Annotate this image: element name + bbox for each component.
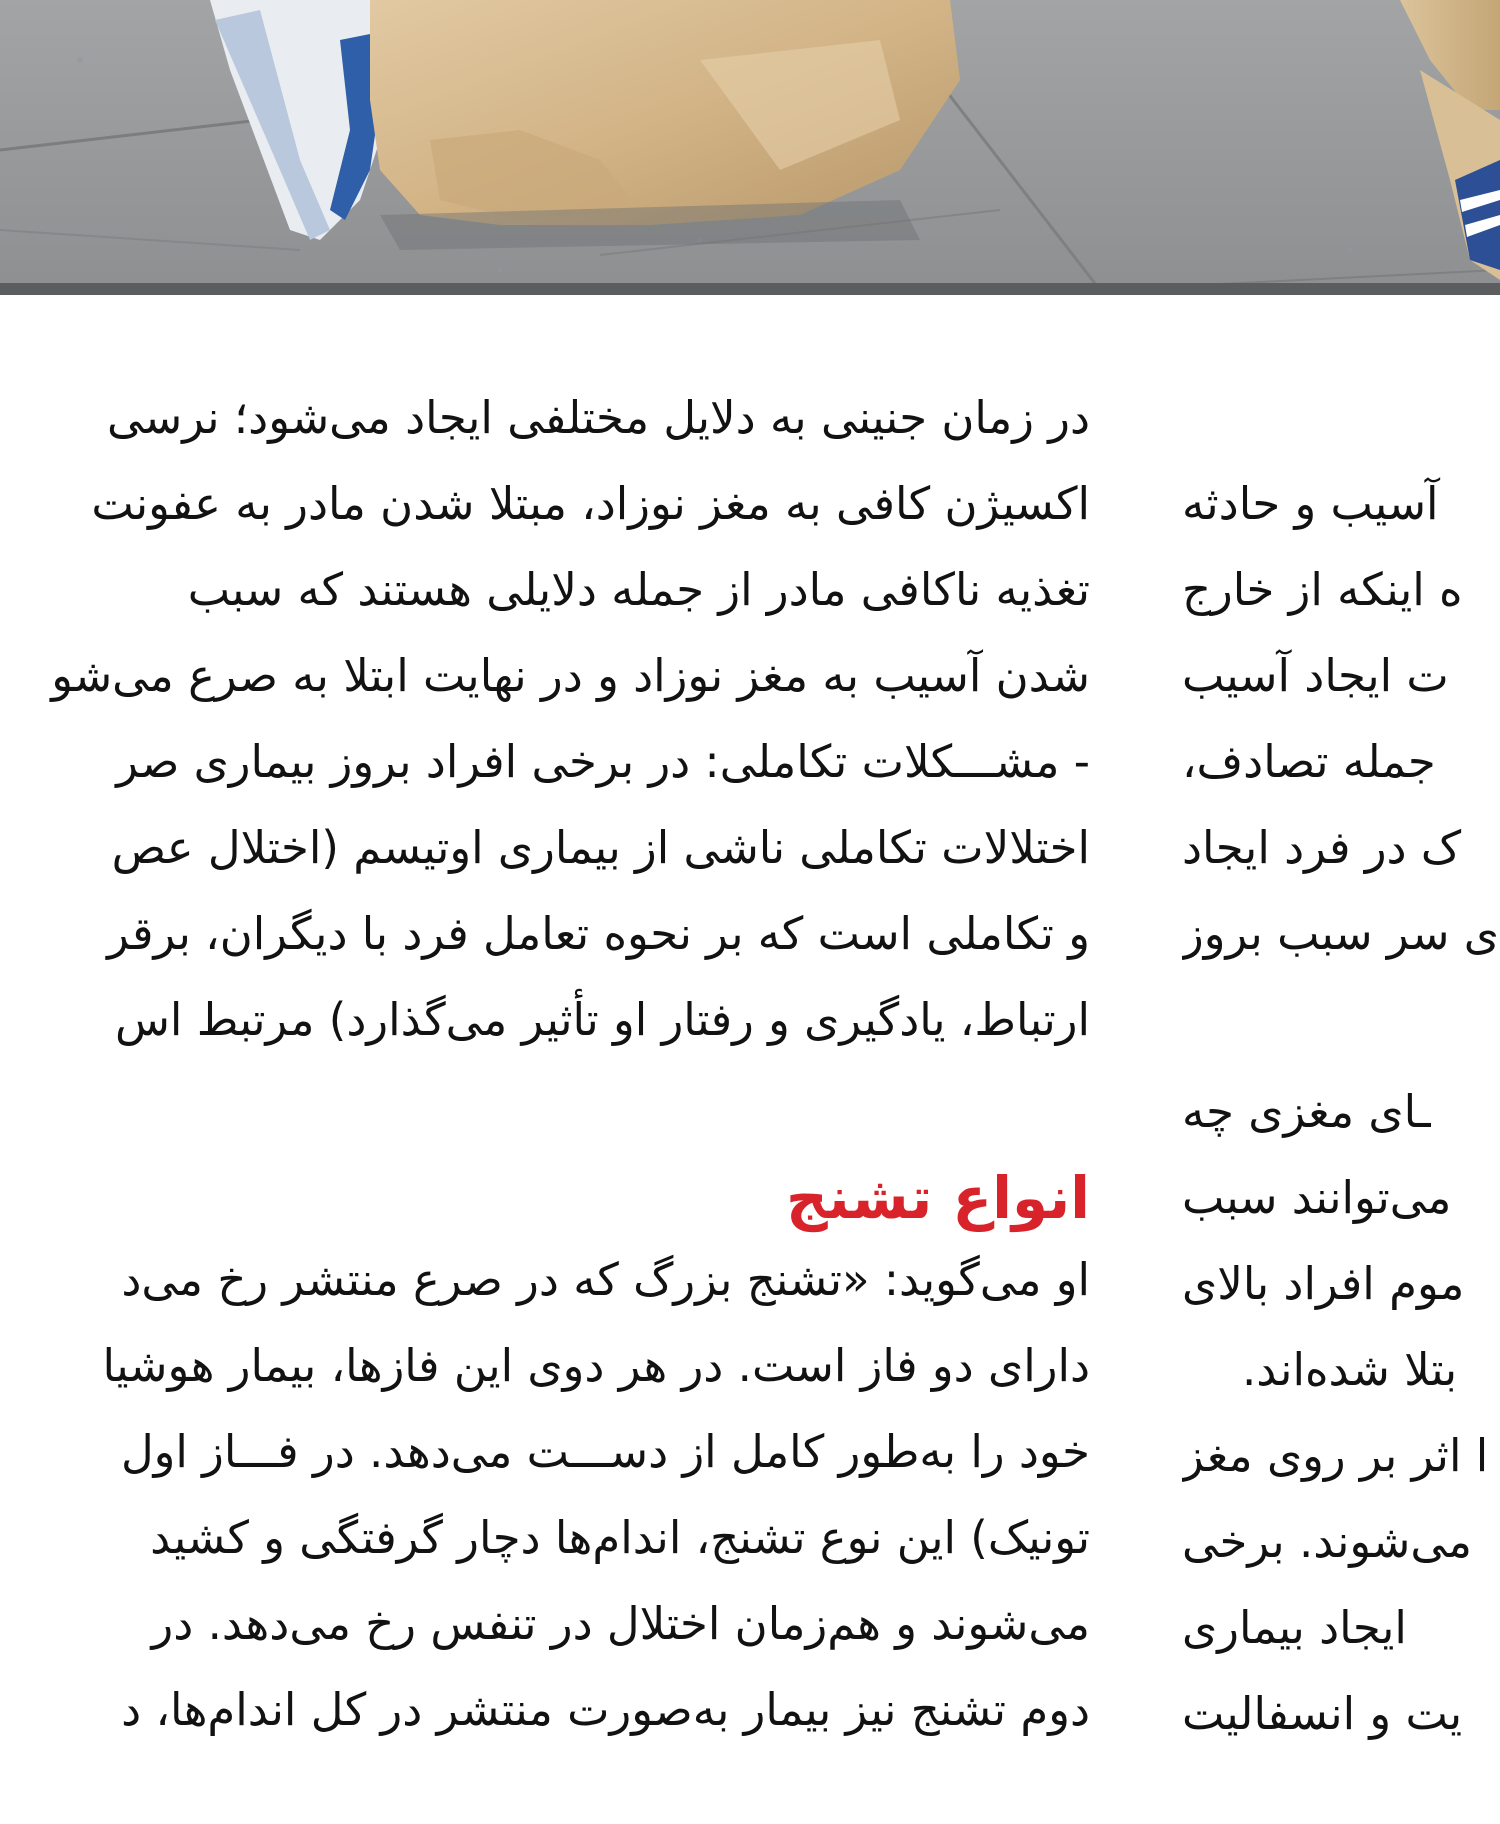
- side-p2-text-4: بتلا شده‌اند.: [1242, 1343, 1458, 1396]
- side-p1-text-4: جمله تصادف،: [1182, 735, 1436, 788]
- side-p2-text-2: می‌توانند سبب: [1182, 1171, 1452, 1224]
- side-p3-line-3: [1182, 1585, 1500, 1671]
- side-p3-line-2: [1182, 1499, 1500, 1585]
- main-p1-line-3: تغذیه ناکافی مادر از جمله دلایلی هستند که سبب: [187, 563, 1090, 616]
- main-p2-line-2: دارای دو فاز است. در هر دوی این فازها، بیمار هوشیا: [102, 1339, 1090, 1392]
- main-p1-line-7: و تکاملی است که بر نحوه تعامل فرد با دیگران، برقر: [107, 907, 1090, 960]
- main-p2-line-3: خود را به‌طور کامل از دســـت می‌دهد. در فـــاز اول: [120, 1425, 1090, 1478]
- main-p2-line-5: می‌شوند و هم‌زمان اختلال در تنفس رخ می‌دهد. در: [151, 1597, 1090, 1650]
- side-p1-line-3: [1182, 633, 1500, 719]
- side-p1-line-4: [1182, 719, 1500, 805]
- side-p3-text-1: ا اثر بر روی مغز: [1182, 1429, 1489, 1482]
- side-p2-line-2: [1182, 1155, 1500, 1241]
- main-p1-line-8: ارتباط، یادگیری و رفتار او تأثیر می‌گذارد) مرتبط اس: [114, 993, 1090, 1046]
- side-p1-text-5: ک در فرد ایجاد: [1182, 821, 1462, 874]
- main-column: [0, 375, 1090, 1824]
- side-p1-line-2: [1182, 547, 1500, 633]
- side-p1-text-2: ه اینکه از خارج: [1182, 563, 1463, 616]
- side-p1-line-1: [1182, 461, 1500, 547]
- side-p3-text-3: ایجاد بیماری: [1182, 1601, 1407, 1654]
- side-p2-text-3: موم افراد بالای: [1182, 1257, 1465, 1310]
- side-column: [1182, 375, 1500, 1824]
- main-p2-line-6: دوم تشنج نیز بیمار به‌صورت منتشر در کل اندام‌ها، د: [121, 1683, 1090, 1736]
- main-p1-line-6: اختلالات تکاملی ناشی از بیماری اوتیسم (اختلال عص: [111, 821, 1090, 874]
- article-photo: [0, 0, 1500, 295]
- side-p2-line-3: [1182, 1241, 1500, 1327]
- side-p3-line-1: [1182, 1413, 1500, 1499]
- main-p1-line-1: در زمان جنینی به دلایل مختلفی ایجاد می‌شود؛ نرسی: [106, 391, 1090, 444]
- side-p2-line-4: [1182, 1327, 1500, 1413]
- side-p1-line-6: [1182, 891, 1500, 977]
- side-p3-text-4: یت و انسفالیت: [1182, 1687, 1463, 1740]
- main-p1-line-5: - مشـــکلات تکاملی: در برخی افراد بروز بیماری صر: [116, 735, 1090, 788]
- main-p2-line-1: او می‌گوید: «تشنج بزرگ که در صرع منتشر رخ می‌د: [121, 1253, 1090, 1306]
- section-heading: انواع تشنج: [786, 1164, 1090, 1232]
- side-p3-text-2: می‌شوند. برخی: [1182, 1515, 1472, 1568]
- side-p1-text-6: ی سر سبب بروز: [1182, 907, 1499, 960]
- main-p2-line-4: تونیک) این نوع تشنج، اندام‌ها دچار گرفتگی و کشید: [150, 1511, 1090, 1564]
- side-p3-line-4: [1182, 1671, 1500, 1757]
- side-p1-line-5: [1182, 805, 1500, 891]
- main-p1-line-2: اکسیژن کافی به مغز نوزاد، مبتلا شدن مادر به عفونت: [91, 477, 1090, 530]
- photo-icon: [0, 0, 1500, 295]
- side-p2-line-1: [1182, 1069, 1500, 1155]
- main-p1-line-4: شدن آسیب به مغز نوزاد و در نهایت ابتلا به صرع می‌شو: [51, 649, 1090, 702]
- side-p1-text-3: ت ایجاد آسیب: [1182, 649, 1449, 702]
- side-p2-text-1: ـای مغزی چه: [1182, 1085, 1431, 1138]
- side-p1-text-1: آسیب و حادثه: [1182, 477, 1439, 530]
